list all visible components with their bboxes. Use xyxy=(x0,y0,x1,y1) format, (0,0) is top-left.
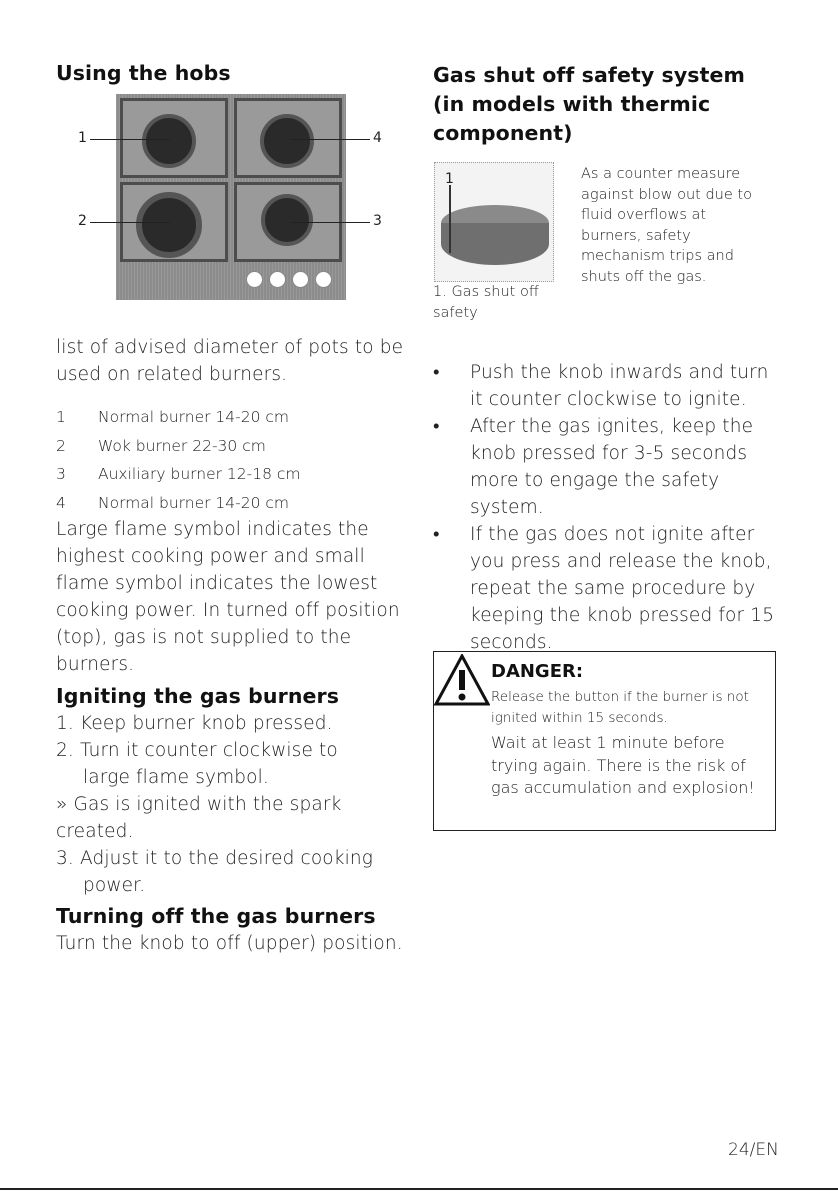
danger-small-text: Release the button if the burner is not ignited within 15 seconds. xyxy=(491,689,749,726)
danger-title: DANGER: xyxy=(491,661,584,682)
intro-paragraph: list of advised diameter of pots to be used on related burners. xyxy=(56,337,404,385)
burner-1 xyxy=(142,114,196,168)
section-heading-igniting: Igniting the gas burners xyxy=(56,684,340,708)
knob-icon xyxy=(315,271,332,288)
step-line: » Gas is ignited with the spark xyxy=(56,794,342,815)
gas-shut-off-figure xyxy=(434,162,554,282)
list-item: 2 Wok burner 22-30 cm xyxy=(56,436,266,455)
burner-2-wok xyxy=(136,192,202,258)
burner-3 xyxy=(261,194,313,246)
list-item: 1 Normal burner 14-20 cm xyxy=(56,408,290,426)
knob-icon xyxy=(269,271,286,288)
callout-line xyxy=(90,222,170,223)
danger-text: Wait at least 1 minute before trying again. There is the risk of gas accumulation and explosion! xyxy=(491,733,755,797)
section-heading-gas-shut-off: Gas shut off safety system (in models with thermic component) xyxy=(433,63,745,145)
list-item: 4 Normal burner 14-20 cm xyxy=(56,493,290,512)
section-heading-using-hobs: Using the hobs xyxy=(56,61,231,85)
list-item: • If the gas does not ignite after you press and release the knob, repeat the same procedure by keeping the knob pressed for 15 seconds. xyxy=(433,524,775,653)
knob-icon xyxy=(246,271,263,288)
thermocouple xyxy=(449,185,451,253)
step-line: created. xyxy=(56,821,134,842)
step-line: 3. Adjust it to the desired cooking xyxy=(56,848,374,869)
burner-list xyxy=(56,403,396,517)
hob-figure xyxy=(116,94,346,300)
burner-body xyxy=(441,223,549,265)
section-heading-turning-off: Turning off the gas burners xyxy=(56,904,376,928)
figure-caption: 1. Gas shut off safety xyxy=(433,284,539,321)
burner-4 xyxy=(260,114,314,168)
callout-line xyxy=(290,222,370,223)
figure-label: 2 xyxy=(78,213,87,229)
danger-box xyxy=(433,651,776,831)
flame-paragraph: Large flame symbol indicates the highest cooking power and small flame symbol indicates the lowest cooking power. In turned off position (top), gas is not supplied to the burners. xyxy=(56,519,400,675)
knob-icon xyxy=(292,271,309,288)
step-line: 2. Turn it counter clockwise to xyxy=(56,740,338,761)
step-line: power. xyxy=(83,875,146,896)
turning-off-text: Turn the knob to off (upper) position. xyxy=(56,933,403,954)
page-number: 24/EN xyxy=(728,1140,779,1160)
callout-line xyxy=(290,139,370,140)
step-line: large flame symbol. xyxy=(83,767,269,788)
bullet-list xyxy=(433,359,783,656)
list-item: • After the gas ignites, keep the knob pressed for 3-5 seconds more to engage the safety system. xyxy=(433,416,754,518)
side-paragraph: As a counter measure against blow out due to fluid overflows at burners, safety mechanism trips and shuts off the gas. xyxy=(581,166,752,285)
callout-line xyxy=(90,139,170,140)
figure-label: 4 xyxy=(373,130,382,146)
figure-label: 3 xyxy=(373,213,382,229)
warning-icon xyxy=(434,654,490,706)
list-item: 3 Auxiliary burner 12-18 cm xyxy=(56,465,301,483)
figure-label: 1 xyxy=(78,130,87,146)
igniting-steps xyxy=(56,710,406,899)
list-item: • Push the knob inwards and turn it counter clockwise to ignite. xyxy=(433,362,769,410)
figure-label: 1 xyxy=(445,171,454,187)
footer-rule xyxy=(0,1188,838,1190)
step-line: 1. Keep burner knob pressed. xyxy=(56,713,333,734)
